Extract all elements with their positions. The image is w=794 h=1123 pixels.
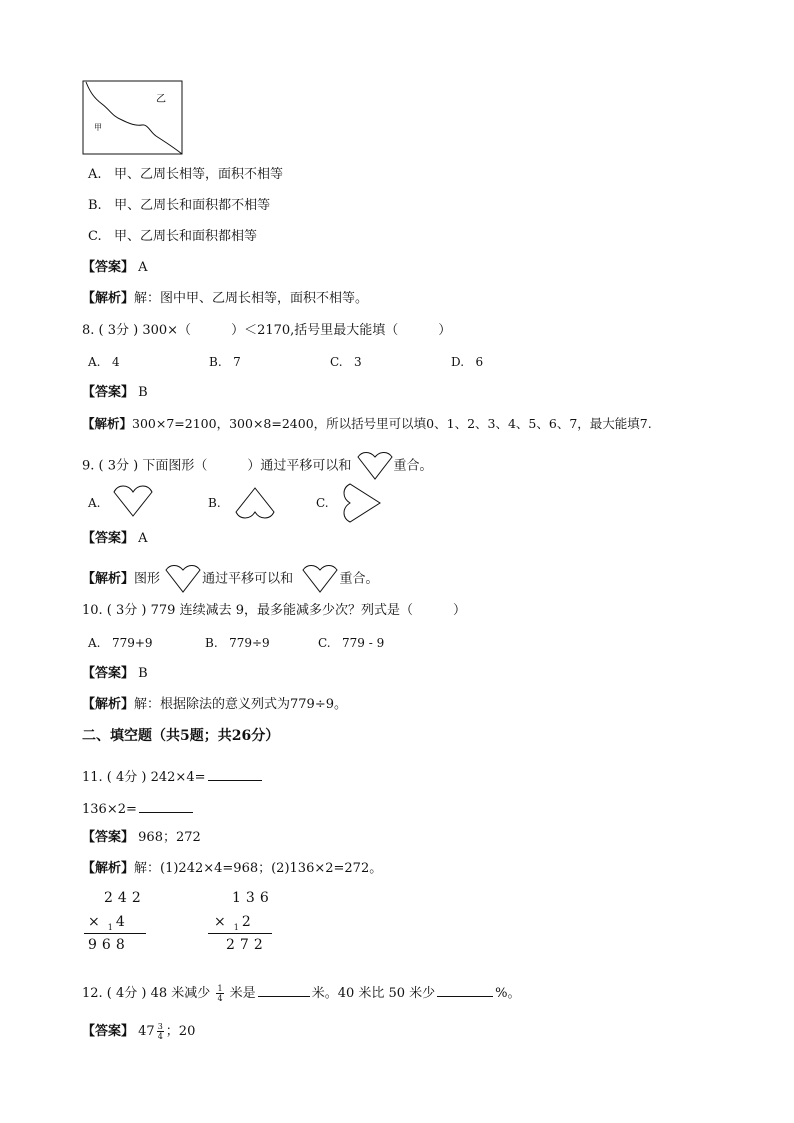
section-title: 二、填空题（共5题；共26分） bbox=[82, 728, 280, 744]
heart-rotated-icon bbox=[342, 482, 382, 524]
q10-option-b[interactable]: B. 779÷9 bbox=[205, 636, 270, 650]
q12-question: 12. ( 4分 ) 48 米减少 $\frac{1}{4}$ 米是 米。40 米比 50 米少 %。 bbox=[82, 984, 521, 1003]
heart-icon bbox=[356, 451, 394, 481]
q12-answer: 【答案】 47 $\frac{3}{4}$ ；20 bbox=[82, 1022, 196, 1041]
q9-option-c[interactable]: C. bbox=[316, 496, 329, 510]
answer-fraction: $\frac{3}{4}$ bbox=[157, 1022, 163, 1041]
q7-option-b[interactable]: B. 甲、乙周长和面积都不相等 bbox=[88, 198, 271, 213]
q11-answer: 【答案】 968；272 bbox=[82, 830, 201, 845]
calc-rule bbox=[208, 933, 272, 934]
dividing-curve bbox=[86, 82, 182, 154]
q8-option-d[interactable]: D. 6 bbox=[451, 355, 484, 369]
region-figure bbox=[82, 80, 184, 156]
heart-icon bbox=[301, 564, 339, 594]
q11-blank-1[interactable] bbox=[208, 766, 262, 781]
q11-blank-2[interactable] bbox=[139, 798, 193, 813]
q7-answer: 【答案】 A bbox=[82, 260, 148, 275]
q7-option-c[interactable]: C. 甲、乙周长和面积都相等 bbox=[88, 229, 258, 244]
heart-icon bbox=[164, 564, 202, 594]
q7-option-a[interactable]: A. 甲、乙周长相等，面积不相等 bbox=[88, 167, 283, 182]
label-yi: 乙 bbox=[156, 94, 166, 105]
q10-option-a[interactable]: A. 779+9 bbox=[88, 636, 153, 650]
heart-upright-icon bbox=[112, 484, 154, 518]
q8-analysis: 【解析】300×7=2100，300×8=2400，所以括号里可以填0、1、2、3、4、5、6、7，最大能填7. bbox=[82, 416, 652, 431]
label-jia: 甲 bbox=[94, 123, 102, 132]
q8-question: 8. ( 3分 ) 300×（ ）＜2170,括号里最大能填（ ） bbox=[82, 323, 452, 338]
q8-answer: 【答案】 B bbox=[82, 385, 148, 400]
q9-analysis: 【解析】图形 通过平移可以和 重合。 bbox=[82, 564, 378, 594]
q9-option-a[interactable]: A. bbox=[88, 496, 101, 510]
fraction: $\frac{1}{4}$ bbox=[217, 984, 223, 1003]
q10-option-c[interactable]: C. 779 - 9 bbox=[318, 636, 385, 650]
calc-rule bbox=[84, 933, 146, 934]
heart-upside-down-icon bbox=[234, 486, 276, 520]
q7-analysis: 【解析】解：图中甲、乙周长相等，面积不相等。 bbox=[82, 291, 369, 306]
q10-answer: 【答案】 B bbox=[82, 666, 148, 681]
q8-option-b[interactable]: B. 7 bbox=[209, 355, 241, 369]
q12-blank-1[interactable] bbox=[258, 982, 310, 997]
q9-answer: 【答案】 A bbox=[82, 531, 148, 546]
q12-blank-2[interactable] bbox=[437, 982, 493, 997]
q9-option-b[interactable]: B. bbox=[208, 496, 221, 510]
q10-analysis: 【解析】解：根据除法的意义列式为779÷9。 bbox=[82, 697, 347, 712]
q8-option-a[interactable]: A. 4 bbox=[88, 355, 120, 369]
q11-analysis: 【解析】解：(1)242×4=968；(2)136×2=272。 bbox=[82, 861, 383, 876]
q11-question-1: 11. ( 4分 ) 242×4= bbox=[82, 766, 264, 787]
q8-option-c[interactable]: C. 3 bbox=[330, 355, 362, 369]
q10-question: 10. ( 3分 ) 779 连续减去 9，最多能减多少次？列式是（ ） bbox=[82, 603, 466, 618]
q11-question-2: 136×2= bbox=[82, 798, 195, 819]
q9-question: 9. ( 3分 ) 下面图形（ ）通过平移可以和 重合。 bbox=[82, 451, 433, 481]
